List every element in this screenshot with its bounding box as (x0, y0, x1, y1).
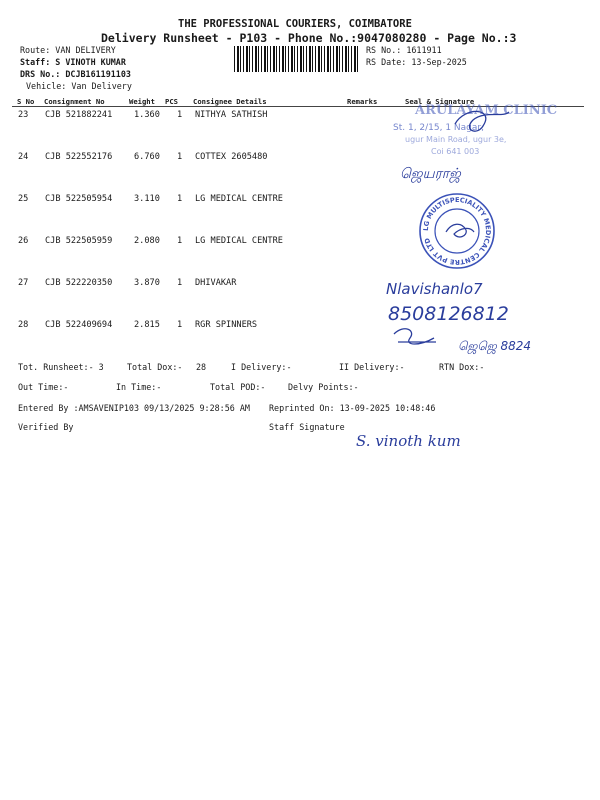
staff-label: Staff: S VINOTH KUMAR (20, 57, 126, 67)
row-consignment: CJB 522220350 (45, 278, 113, 288)
row-weight: 2.815 (134, 320, 160, 330)
entered-by: Entered By :AMSAVENIP103 09/13/2025 9:28:56 AM (18, 403, 250, 413)
runsheet-subtitle: Delivery Runsheet - P103 - Phone No.:9047080280 - Page No.:3 (101, 31, 517, 45)
rs-no: RS No.: 1611911 (366, 45, 442, 55)
staff-signature (350, 424, 500, 456)
row28-handwriting: ஜெஜெ 8824 (458, 339, 532, 353)
row-consignment: CJB 522552176 (45, 152, 113, 162)
total-dox-label: Total Dox:- (127, 362, 183, 372)
total-pod: Total POD:- (210, 382, 266, 392)
drs-label: DRS No.: DCJB161191103 (20, 69, 131, 79)
row-weight: 6.760 (134, 152, 160, 162)
reprinted-on: Reprinted On: 13-09-2025 10:48:46 (269, 403, 436, 413)
ii-delivery: II Delivery:- (339, 362, 405, 372)
col-consignee: Consignee Details (193, 97, 267, 106)
row-weight: 2.080 (134, 236, 160, 246)
row24-handwriting: ஜெயராஜ் (400, 166, 461, 182)
vehicle-label: Vehicle: Van Delivery (26, 81, 132, 91)
rtn-dox: RTN Dox:- (439, 362, 485, 372)
col-remarks: Remarks (347, 97, 378, 106)
row-consignee: LG MEDICAL CENTRE (195, 194, 283, 204)
row-weight: 1.360 (134, 110, 160, 120)
row-consignment: CJB 521882241 (45, 110, 113, 120)
tot-runsheet: Tot. Runsheet:- 3 (18, 362, 104, 372)
row-pcs: 1 (177, 152, 183, 162)
row-consignee: RGR SPINNERS (195, 320, 258, 330)
clinic-stamp-line3: Coi 641 003 (431, 147, 480, 156)
row-consignee: COTTEX 2605480 (195, 152, 268, 162)
row-consignment: CJB 522505959 (45, 236, 113, 246)
row-sno: 25 (18, 194, 29, 204)
staff-signature-text: S. vinoth kum (356, 432, 461, 450)
row-sno: 24 (18, 152, 29, 162)
row-consignee: NITHYA SATHISH (195, 110, 268, 120)
total-dox-value: 28 (196, 362, 207, 372)
col-pcs: PCS (165, 97, 178, 106)
row-consignee: DHIVAKAR (195, 278, 237, 288)
barcode (234, 46, 360, 72)
delvy-points: Delvy Points:- (288, 382, 359, 392)
row-pcs: 1 (177, 110, 183, 120)
in-time: In Time:- (116, 382, 162, 392)
row27-phone: 8508126812 (388, 303, 509, 325)
clinic-stamp (385, 100, 585, 160)
staff-signature-label: Staff Signature (269, 422, 345, 432)
row24-signature (396, 158, 556, 188)
col-seal: Seal & Signature (405, 97, 475, 106)
row-pcs: 1 (177, 194, 183, 204)
rs-date: RS Date: 13-Sep-2025 (366, 57, 467, 67)
row28-signature (390, 322, 560, 356)
out-time: Out Time:- (18, 382, 69, 392)
row-weight: 3.870 (134, 278, 160, 288)
clinic-stamp-line1: St. 1, 2/15, 1 Nagar, (393, 123, 484, 133)
row-sno: 28 (18, 320, 29, 330)
row-consignee: LG MEDICAL CENTRE (195, 236, 283, 246)
col-weight: Weight (129, 97, 155, 106)
row-pcs: 1 (177, 278, 183, 288)
row-sno: 23 (18, 110, 29, 120)
lg-medical-seal (418, 192, 496, 270)
row-pcs: 1 (177, 320, 183, 330)
verified-by: Verified By (18, 422, 74, 432)
route-label: Route: VAN DELIVERY (20, 45, 116, 55)
company-title: THE PROFESSIONAL COURIERS, COIMBATORE (178, 18, 412, 30)
clinic-stamp-line2: ugur Main Road, ugur 3e, (405, 135, 507, 144)
lg-seal-ring-text: LG MULTISPECIALITY MEDICAL CENTRE PVT LTD (421, 195, 493, 267)
col-sno: S No (17, 97, 35, 106)
row-sno: 26 (18, 236, 29, 246)
i-delivery: I Delivery:- (231, 362, 292, 372)
row-pcs: 1 (177, 236, 183, 246)
row-weight: 3.110 (134, 194, 160, 204)
col-consignment: Consignment No (44, 97, 105, 106)
row-sno: 27 (18, 278, 29, 288)
row27-name: Nlavishanlo7 (386, 280, 483, 298)
clinic-stamp-title: ARULAYAM CLINIC (415, 103, 558, 118)
row-consignment: CJB 522505954 (45, 194, 113, 204)
row-consignment: CJB 522409694 (45, 320, 113, 330)
